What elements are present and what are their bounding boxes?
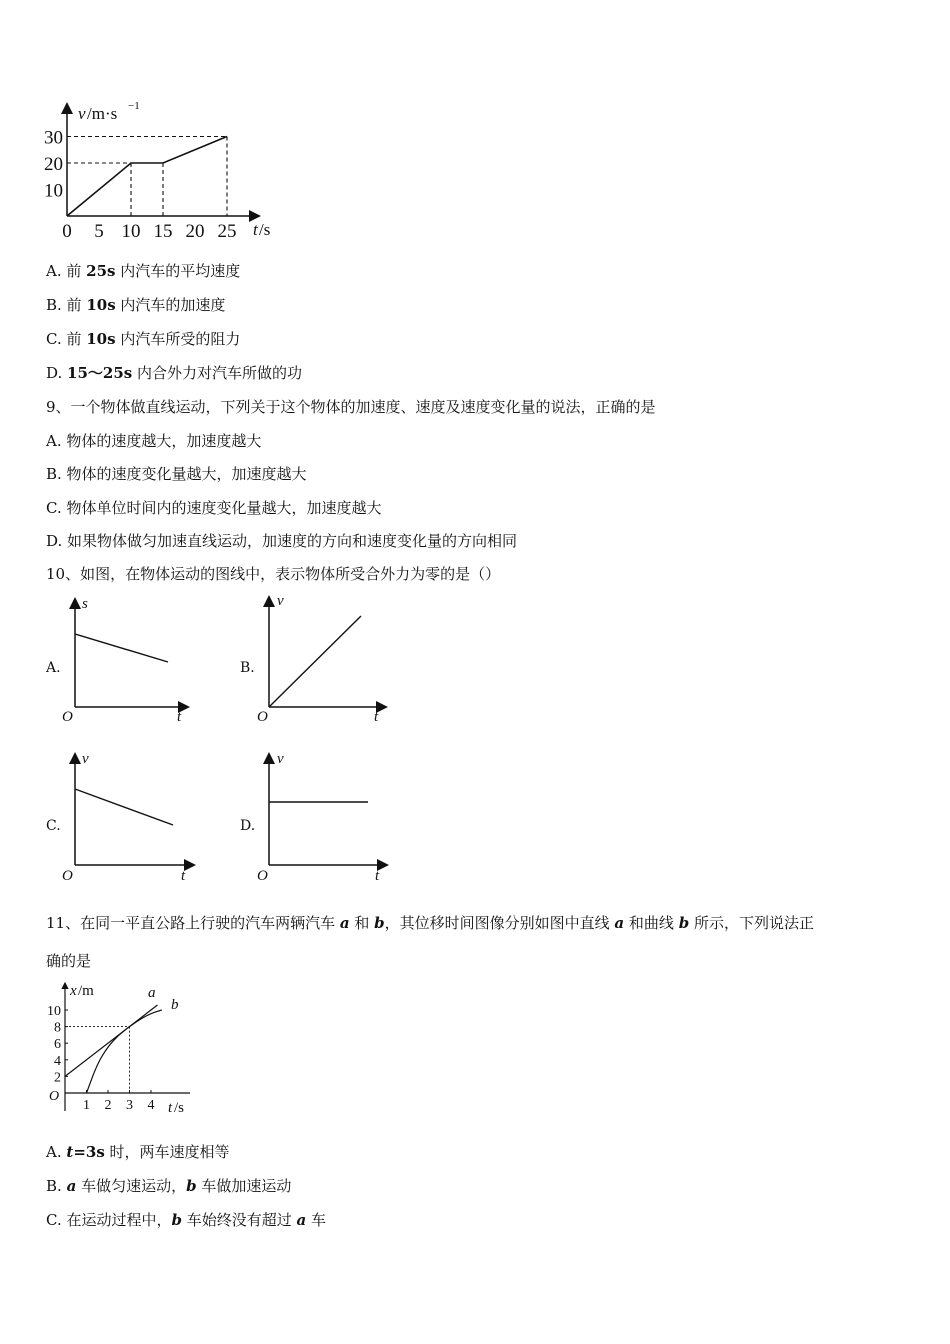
q8-c-pre: C. 前 [46,330,87,348]
q11-ylabel-unit: /m [78,983,94,999]
q11-ylabel-x: x [70,983,77,999]
q8-velocity-line [67,137,227,217]
q11-stem4: 所示，下列说法正 [689,914,814,932]
q8-option-a[interactable] [46,260,240,281]
q8-b-pre: B. 前 [46,296,87,314]
q8-option-d[interactable] [46,362,302,383]
q8-xtick-label: 0 [62,221,72,242]
q8-xtick-label: 25 [217,221,237,242]
q11-option-a[interactable] [46,1141,230,1162]
q11-stem-a: a [339,914,350,932]
q8-xtick-label: 10 [121,221,141,242]
q8-xtick-label: 15 [153,221,173,242]
q11-label-a: a [148,985,156,1001]
q11-b-b: b [186,1177,197,1195]
q8-xlabel-t: t [253,220,258,239]
q11-option-b[interactable] [46,1175,291,1196]
q11-b-post: 车做加速运动 [196,1177,292,1195]
q10-graph-c [60,750,205,885]
q10c-ylabel: v [82,751,89,767]
q8-a-num: 25s [86,262,116,280]
q10-option-b-label[interactable]: B. [240,660,255,676]
q11-ytick-label: 10 [47,1004,61,1019]
q10b-ylabel: v [277,593,284,609]
q9-option-d[interactable]: D. 如果物体做匀加速直线运动，加速度的方向和速度变化量的方向相同 [46,532,518,550]
q8-ytick-label: 30 [44,127,63,149]
q8-b-num: 10s [86,296,116,314]
q10-graph-b [255,595,395,725]
q10c-origin: O [62,868,73,884]
q8-c-num: 10s [86,330,116,348]
q11-a-post: 时，两车速度相等 [104,1143,230,1161]
q8-a-post: 内汽车的平均速度 [115,262,241,280]
q11-stem-line2: 确的是 [46,952,92,970]
q8-ytick-label: 20 [44,154,63,175]
q11-xt-chart [40,978,200,1118]
q11-c-pre: C. 在运动过程中， [46,1211,172,1229]
q11-series-a [65,1005,157,1076]
q11-c-post: 车 [306,1211,327,1229]
q11-xtick-label: 2 [104,1098,112,1113]
q11-origin: O [49,1089,60,1104]
q11-xtick-label: 3 [126,1098,133,1113]
q8-xtick-label: 20 [185,221,205,242]
q10-graph-d [255,750,400,885]
q9-option-b[interactable]: B. 物体的速度变化量越大，加速度越大 [46,465,307,483]
q10-option-c-label[interactable]: C. [46,818,61,834]
q8-xtick-label: 5 [94,221,104,242]
q9-option-c[interactable]: C. 物体单位时间内的速度变化量越大，加速度越大 [46,499,382,517]
q8-vt-chart [40,95,280,245]
q10-option-d-label[interactable]: D. [240,818,256,834]
q11-a-t: t [66,1143,74,1161]
q8-d-post: 内合外力对汽车所做的功 [132,364,303,382]
q11-ytick-label: 4 [54,1053,61,1069]
q11-stem2: ，其位移时间图像分别如图中直线 [384,914,615,932]
q11-c-b: b [171,1211,182,1229]
q11-ytick-label: 6 [54,1037,61,1053]
q10d-origin: O [257,868,268,884]
q11-label-b: b [171,997,179,1013]
q11-c-a: a [296,1211,307,1229]
q11-b-pre: B. [46,1177,67,1195]
q11-xlabel-unit: /s [174,1100,185,1116]
q9-stem: 9、一个物体做直线运动，下列关于这个物体的加速度、速度及速度变化量的说法，正确的是 [46,398,656,416]
q10-stem: 10、如图，在物体运动的图线中，表示物体所受合外力为零的是（） [46,565,501,583]
q11-stem1: 11、在同一平直公路上行驶的汽车两辆汽车 [46,914,340,932]
q11-stem-b2: b [678,914,690,932]
q11-b-a: a [66,1177,77,1195]
q8-option-b[interactable] [46,294,225,315]
q11-ytick-label: 2 [54,1070,61,1086]
q11-a-eq: =3s [73,1143,105,1161]
q8-d-pre: D. [46,364,68,382]
q8-ylabel-v: v [78,104,86,123]
q10d-ylabel: v [277,751,284,767]
q11-b-mid: 车做匀速运动， [76,1177,187,1195]
q11-stem-b: b [374,914,385,932]
q10-option-a-label[interactable]: A. [46,660,61,676]
q8-b-post: 内汽车的加速度 [115,296,226,314]
q11-stem3: 和曲线 [624,914,679,932]
q11-stem-line1 [46,912,814,933]
q8-c-post: 内汽车所受的阻力 [115,330,241,348]
q8-option-c[interactable] [46,328,240,349]
q8-ylabel-exp: −1 [128,100,140,112]
q11-xlabel-t: t [168,1100,173,1116]
q11-stem-and: 和 [349,914,375,932]
q11-option-c[interactable] [46,1209,326,1230]
q10c-graph-line [75,789,173,825]
q11-a-pre: A. [46,1143,67,1161]
q10a-ylabel: s [82,596,88,612]
q8-ytick-label: 10 [44,180,63,202]
q10-graph-a [60,595,200,725]
q10c-xlabel: t [181,868,186,884]
q10b-graph-line [269,616,361,707]
q11-stem-a2: a [614,914,625,932]
q8-xlabel-unit: /s [259,220,271,239]
q11-ytick-label: 8 [54,1020,61,1036]
q10b-xlabel: t [374,709,379,725]
q10a-graph-line [75,634,168,662]
q11-c-mid: 车始终没有超过 [181,1211,297,1229]
q8-d-num: 15～25s [67,364,133,382]
q10d-xlabel: t [375,868,380,884]
q8-ylabel-unit: /m·s [87,104,118,123]
q10a-origin: O [62,709,73,725]
q10b-origin: O [257,709,268,725]
q11-xtick-label: 4 [147,1098,155,1113]
q11-xtick-label: 1 [83,1098,90,1113]
q10a-xlabel: t [177,709,182,725]
q8-a-pre: A. 前 [46,262,87,280]
q9-option-a[interactable]: A. 物体的速度越大，加速度越大 [46,432,262,450]
